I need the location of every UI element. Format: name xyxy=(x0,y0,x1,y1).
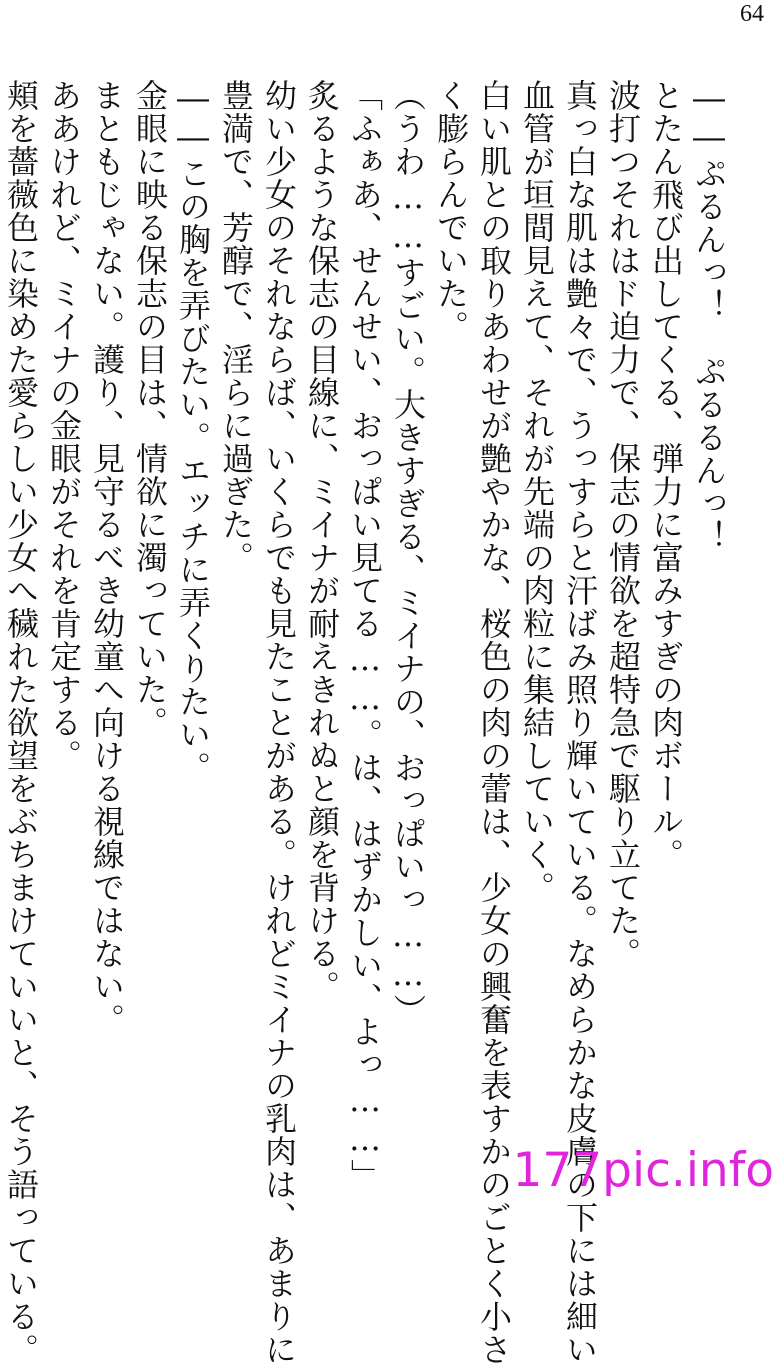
text-line-7: く膨らんでいた。 xyxy=(432,79,470,343)
text-line-1: ――ぷるんっ！ ぷるるんっ！ xyxy=(690,79,728,553)
watermark: 177pic.info xyxy=(512,1143,774,1198)
text-line-2: とたん飛び出してくる、弾力に富みすぎの肉ボール。 xyxy=(647,79,685,871)
page-number: 64 xyxy=(740,1,764,27)
text-line-17: 頬を薔薇色に染めた愛らしい少女へ穢れた欲望をぶちまけていいと、そう語っている。 xyxy=(2,79,40,1366)
text-line-8: （うわ……すごい。大きすぎる、ミイナの、おっぱいっ……） xyxy=(389,79,427,1027)
text-line-3: 波打つそれはド迫力で、保志の情欲を超特急で駆り立てた。 xyxy=(604,79,642,970)
text-line-10: 炙るような保志の目線に、ミイナが耐えきれぬと顔を背ける。 xyxy=(303,79,341,1003)
text-line-4: 真っ白な肌は艶々で、うっすらと汗ばみ照り輝いている。なめらかな皮膚の下には細い xyxy=(561,79,599,1366)
text-line-15: まともじゃない。護り、見守るべき幼童へ向ける視線ではない。 xyxy=(88,79,126,1036)
text-line-13: ――この胸を弄びたい。エッチに弄くりたい。 xyxy=(174,79,212,784)
text-line-16: ああけれど、ミイナの金眼がそれを肯定する。 xyxy=(45,79,83,772)
text-line-11: 幼い少女のそれならば、いくらでも見たことがある。けれどミイナの乳肉は、あまりに xyxy=(260,79,298,1366)
text-line-14: 金眼に映る保志の目は、情欲に濁っていた。 xyxy=(131,79,169,739)
text-line-12: 豊満で、芳醇で、淫らに過ぎた。 xyxy=(217,79,255,574)
text-line-9: 「ふぁあ、せんせい、おっぱい見てる……。は、はずかしい、よっ……」 xyxy=(346,79,384,1192)
text-line-6: 白い肌との取りあわせが艶やかな、桜色の肉の蕾は、少女の興奮を表すかのごとく小さ xyxy=(475,79,513,1366)
text-line-5: 血管が垣間見えて、それが先端の肉粒に集結していく。 xyxy=(518,79,556,904)
